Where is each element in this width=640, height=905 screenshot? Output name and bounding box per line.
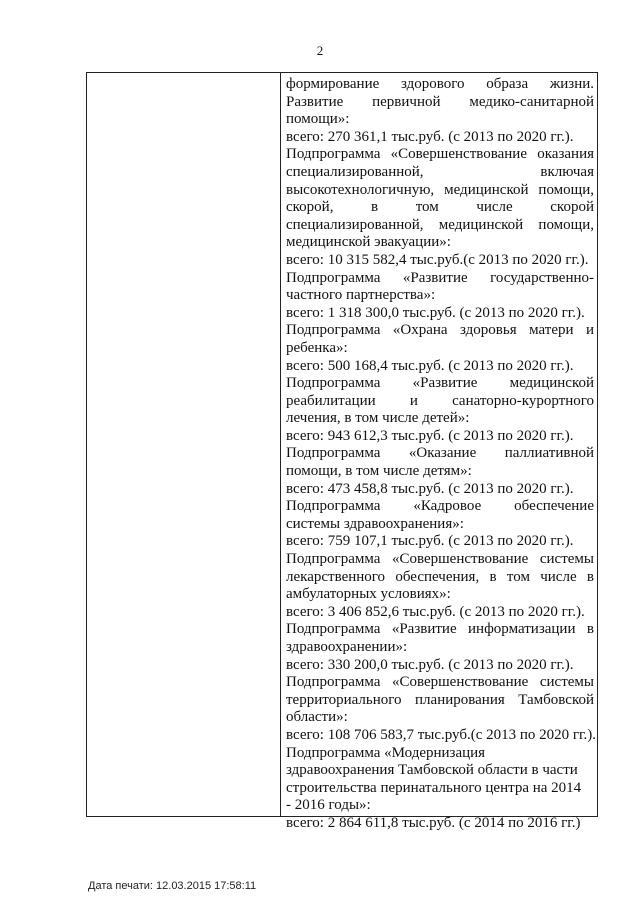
print-date-footer: Дата печати: 12.03.2015 17:58:11 — [88, 880, 257, 892]
text-line: Подпрограмма «Развитие информатизации в — [286, 621, 594, 638]
text-line: Подпрограмма «Совершенствование системы — [286, 551, 594, 568]
text-line: строительства перинатального центра на 2014 — [286, 779, 582, 796]
text-line: Подпрограмма «Развитие медицинской — [286, 375, 594, 392]
text-line: области»: — [286, 709, 348, 726]
text-line: ребенка»: — [286, 339, 348, 356]
text-line: всего: 270 361,1 тыс.руб. (с 2013 по 2020 гг.). — [286, 128, 574, 145]
text-line: всего: 10 315 582,4 тыс.руб.(с 2013 по 2020 гг.). — [286, 251, 589, 268]
text-line: Подпрограмма «Кадровое обеспечение — [286, 498, 594, 515]
text-line: Развитие первичной медико-санитарной — [286, 93, 594, 110]
text-line: всего: 2 864 611,8 тыс.руб. (с 2014 по 2016 гг.) — [286, 814, 581, 831]
text-line: всего: 330 200,0 тыс.руб. (с 2013 по 2020 гг.). — [286, 656, 574, 673]
text-line: медицинской эвакуации»: — [286, 234, 451, 251]
text-line: Подпрограмма «Развитие государственно- — [286, 269, 594, 286]
text-line: амбулаторных условиях»: — [286, 586, 451, 603]
text-line: всего: 500 168,4 тыс.руб. (с 2013 по 2020 гг.). — [286, 357, 574, 374]
text-line: лекарственного обеспечения, в том числе в — [286, 568, 594, 585]
text-line: лечения, в том числе детей»: — [286, 410, 470, 427]
column-divider — [280, 73, 281, 816]
text-line: высокотехнологичную, медицинской помощи, — [286, 181, 594, 198]
text-line: Подпрограмма «Совершенствование оказания — [286, 146, 594, 163]
text-line: территориального планирования Тамбовской — [286, 691, 594, 708]
text-line: Подпрограмма «Охрана здоровья матери и — [286, 322, 594, 339]
program-table — [86, 72, 598, 831]
text-line: Подпрограмма «Оказание паллиативной — [286, 445, 594, 462]
text-line: Подпрограмма «Модернизация — [286, 744, 486, 761]
text-line: всего: 1 318 300,0 тыс.руб. (с 2013 по 2020 гг.). — [286, 304, 585, 321]
text-line: здравоохранении»: — [286, 639, 408, 655]
text-line: всего: 108 706 583,7 тыс.руб.(с 2013 по 2020 гг.). — [286, 726, 597, 743]
funding-text-cell — [286, 76, 597, 833]
text-line: формирование здорового образа жизни. — [286, 76, 594, 92]
text-line: частного партнерства»: — [286, 287, 436, 304]
text-line: всего: 759 107,1 тыс.руб. (с 2013 по 2020 гг.). — [286, 533, 574, 550]
text-line: всего: 3 406 852,6 тыс.руб. (с 2013 по 2020 гг.). — [286, 603, 585, 620]
text-line: всего: 473 458,8 тыс.руб. (с 2013 по 2020 гг.). — [286, 480, 574, 497]
text-line: Подпрограмма «Совершенствование системы — [286, 674, 594, 691]
text-line: системы здравоохранения»: — [286, 515, 464, 532]
text-line: помощи»: — [286, 111, 350, 128]
text-line: здравоохранения Тамбовской области в части — [286, 762, 578, 779]
text-line: всего: 943 612,3 тыс.руб. (с 2013 по 2020 гг.). — [286, 427, 574, 444]
text-line: специализированной, включая — [286, 163, 594, 180]
page-number: 2 — [316, 43, 324, 58]
text-line: - 2016 годы»: — [286, 797, 371, 814]
text-line: реабилитации и санаторно-курортного — [286, 392, 594, 409]
text-line: помощи, в том числе детям»: — [286, 463, 472, 480]
text-line: специализированной, медицинской помощи, — [286, 216, 594, 233]
text-line: скорой, в том числе скорой — [286, 199, 594, 216]
